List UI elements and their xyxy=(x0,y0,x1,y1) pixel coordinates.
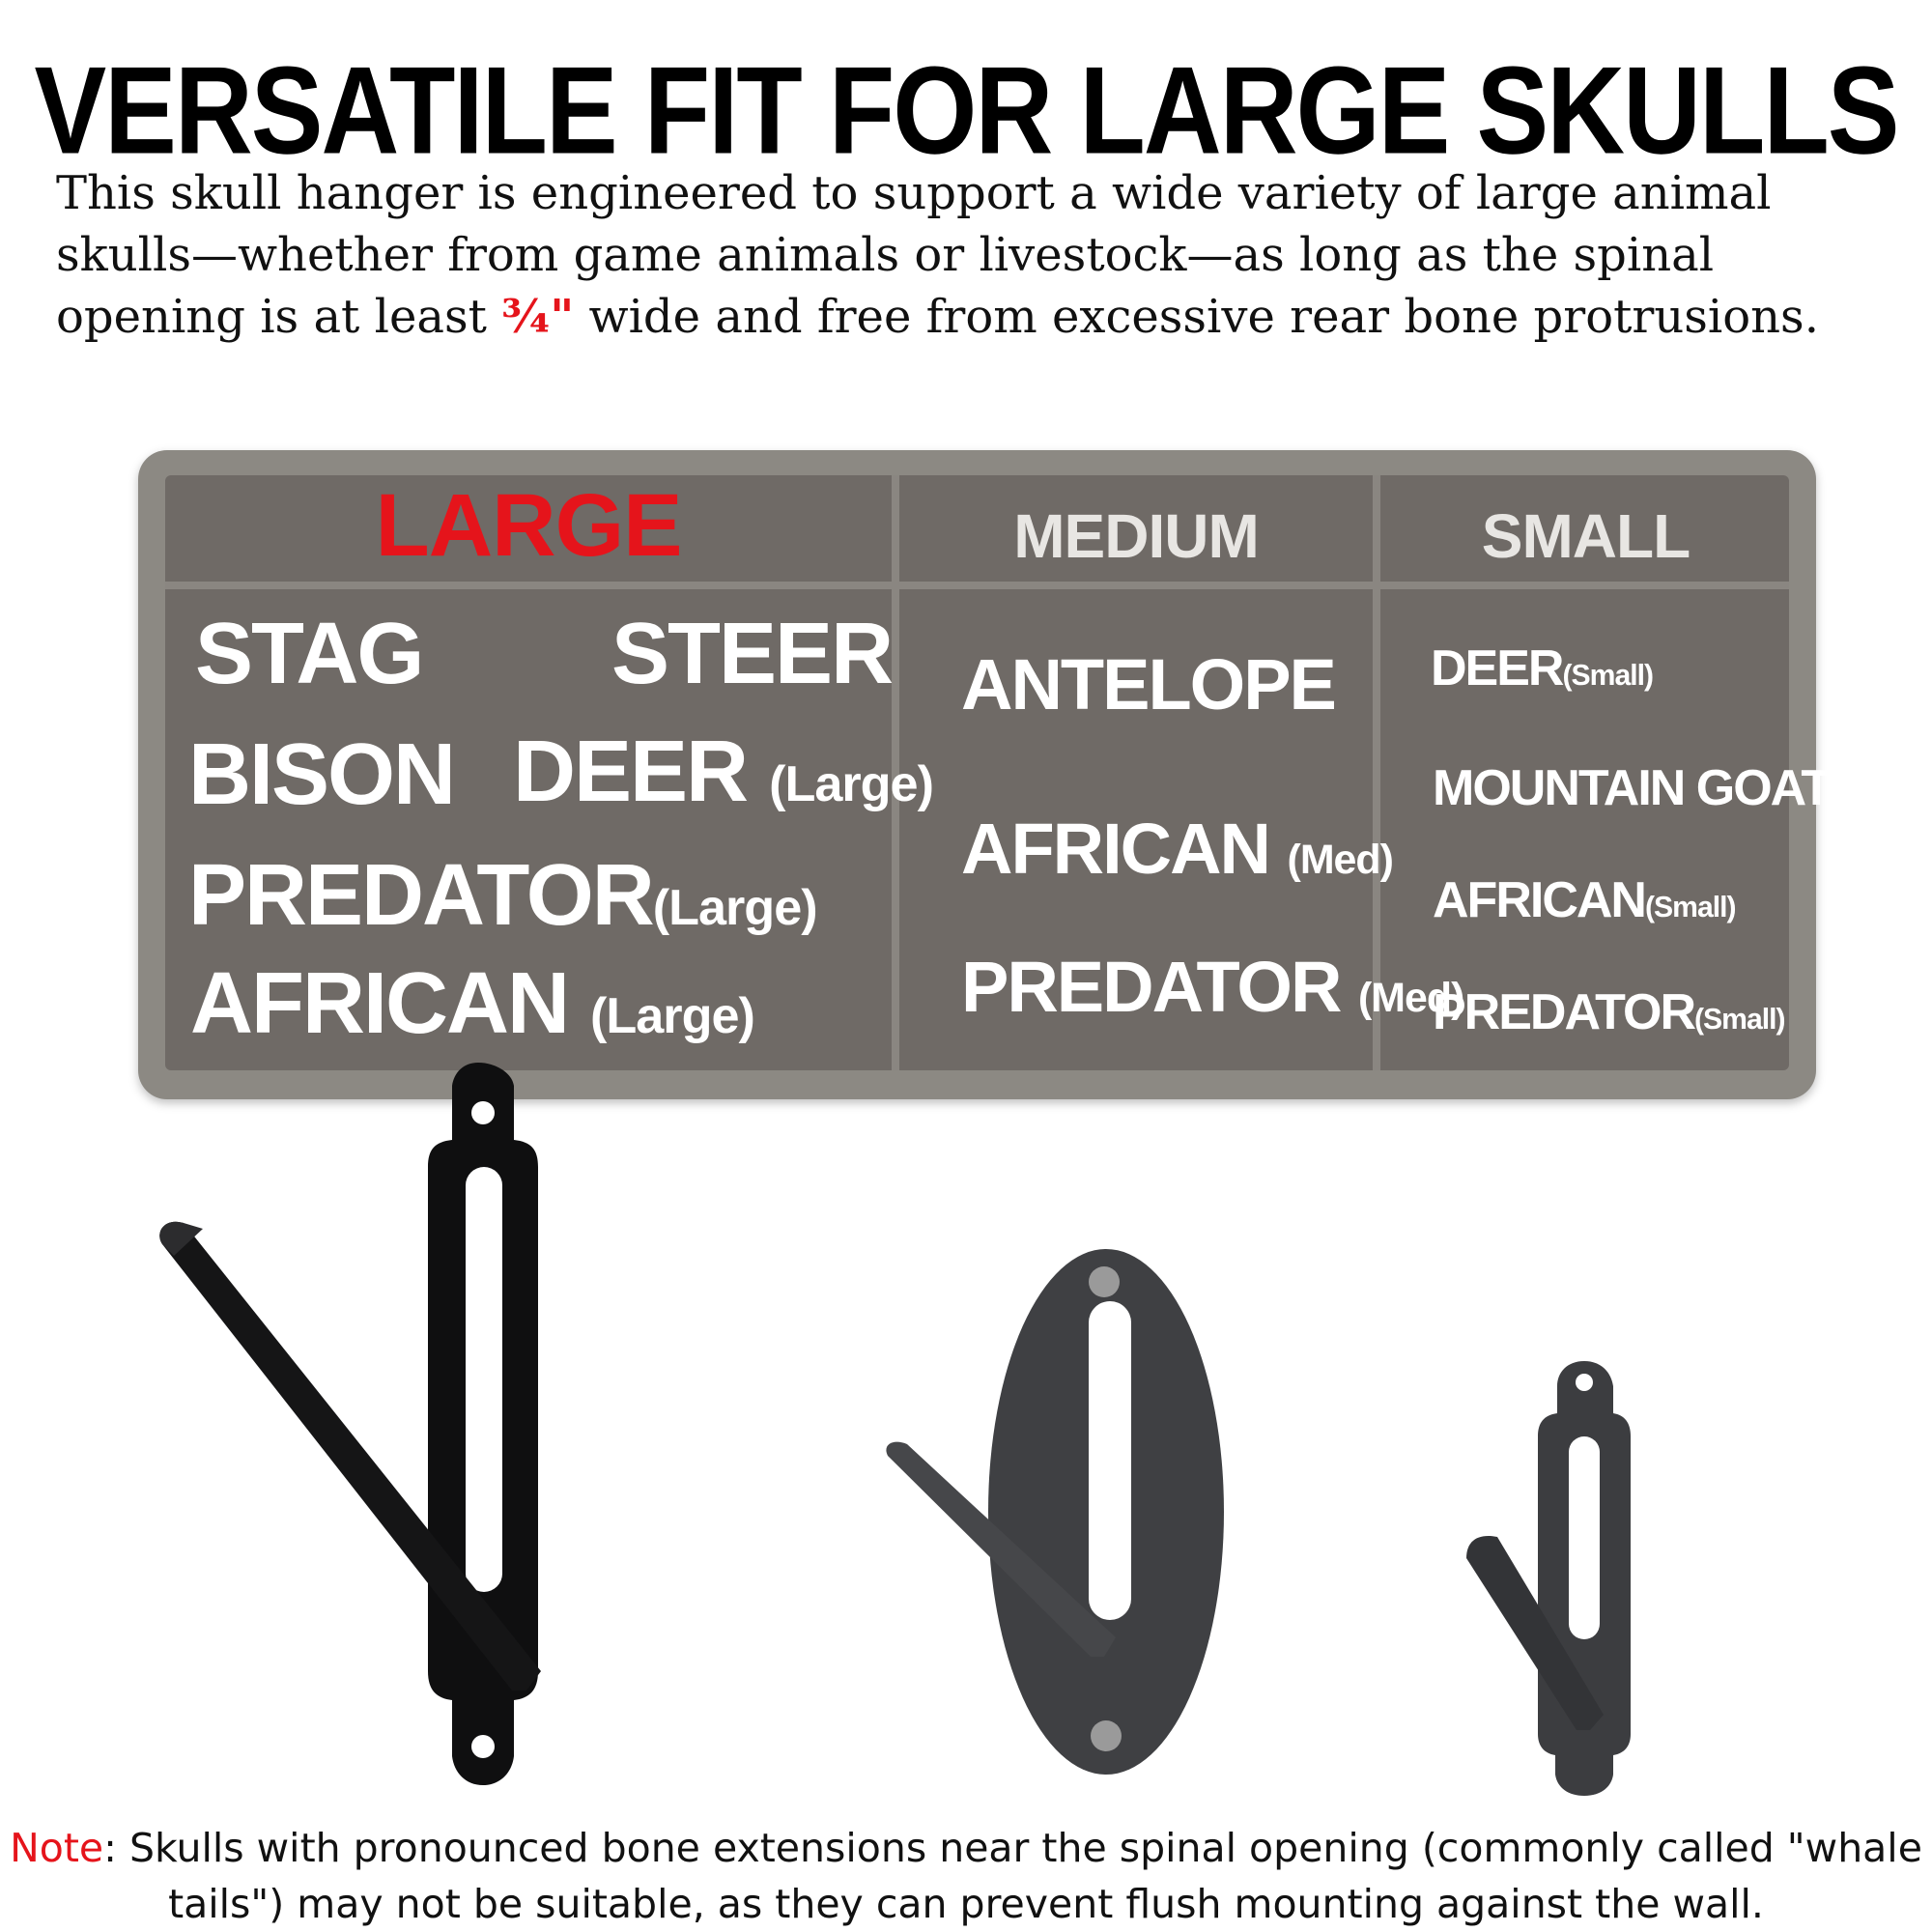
large-item-predator: PREDATOR(Large) xyxy=(188,847,817,944)
medium-item-predator: PREDATOR (Med) xyxy=(961,947,1464,1027)
note-label: Note xyxy=(10,1825,104,1871)
small-item-deer: DEER(Small) xyxy=(1431,640,1654,696)
intro-text-end: wide and free from excessive rear bone protrusions. xyxy=(574,290,1819,344)
chart-header-divider xyxy=(165,582,1789,589)
page-title: VERSATILE FIT FOR LARGE SKULLS xyxy=(34,41,1898,181)
small-hook-image xyxy=(1449,1357,1681,1802)
size-chart-board xyxy=(138,450,1831,1099)
column-heading-small: SMALL xyxy=(1481,501,1690,571)
note-paragraph xyxy=(0,1820,1932,1932)
large-item-stag: STAG xyxy=(195,606,423,702)
medium-item-african: AFRICAN (Med) xyxy=(961,809,1393,889)
intro-size-highlight: ¾" xyxy=(501,290,575,344)
note-text: : Skulls with pronounced bone extensions near the spinal opening (commonly called "whale tails") may not be suitable, as they can prevent flush mounting against the wall. xyxy=(103,1825,1922,1927)
large-item-african: AFRICAN (Large) xyxy=(190,955,754,1052)
intro-paragraph xyxy=(56,162,1891,348)
size-chart-panel xyxy=(165,475,1831,1070)
small-item-mountain-goat: MOUNTAIN GOAT xyxy=(1433,760,1831,816)
large-item-steer: STEER xyxy=(611,606,893,702)
large-item-bison: BISON xyxy=(188,726,455,823)
large-item-deer: DEER (Large) xyxy=(513,724,933,820)
medium-item-antelope: ANTELOPE xyxy=(961,644,1335,724)
intro-text-start: This skull hanger is engineered to support a wide variety of large animal skulls—whether from game animals or livestock—as long as the spinal opening is at least xyxy=(56,166,1772,344)
large-hook-image xyxy=(145,1053,647,1806)
small-item-african: AFRICAN(Small) xyxy=(1433,872,1736,928)
column-heading-medium: MEDIUM xyxy=(1013,501,1259,571)
column-heading-large: LARGE xyxy=(375,476,682,575)
small-item-predator: PREDATOR(Small) xyxy=(1433,984,1785,1040)
medium-hook-image xyxy=(874,1232,1241,1811)
